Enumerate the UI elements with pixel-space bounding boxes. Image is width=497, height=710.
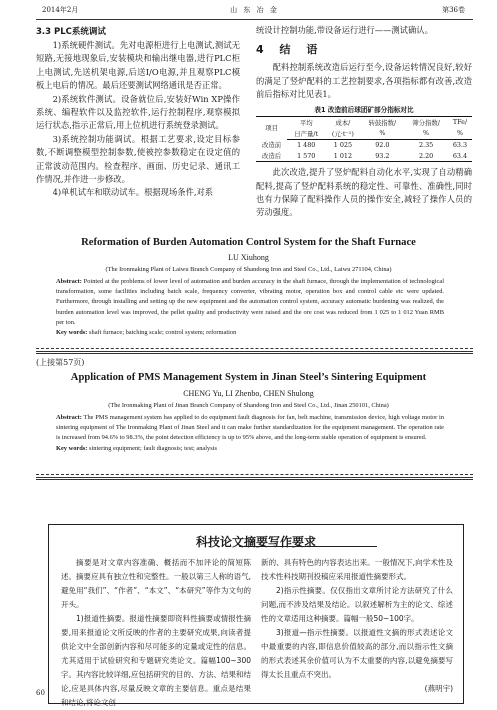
paragraph: 2)系统软件测试。设备就位后,安装好Win XP操作系统、编程软件以及监控软件,运行控制程序,观察模拟运行状态,指示正常后,用上位机进行系统登录测试。 [36, 93, 240, 131]
article-title: Reformation of Burden Automation Control System for the Shaft Furnace [81, 237, 416, 248]
divider [36, 348, 473, 349]
paragraph: 此次改造,提升了竖炉配料自动化水平,实现了自动精确配料,提高了竖炉配料系统的稳定性、可靠性、准确性,同时也有力保障了配料操作人员的操作安全,减轻了操作人员的劳动强度。 [256, 167, 472, 218]
header-date: 2014年2月 [42, 6, 79, 14]
table-header: (元·t⁻¹) [325, 128, 360, 140]
right-column [256, 23, 472, 220]
paragraph: 1)系统硬件测试。先对电源柜进行上电测试,测试无短路,无接地现象后,安装模块和输出继电器,进行PLC柜上电测试,先送机架电源,后送I/O电源,并且观察PLC模板上电后的情况。最后还要测试网络通讯是否正常。 [36, 40, 240, 91]
comparison-table [256, 116, 472, 163]
notice-title: 科技论文摘要写作要求 [195, 535, 316, 549]
table-cell: 1 570 [287, 150, 325, 162]
table-cell: 1 025 [333, 140, 353, 149]
editor-signature: (燕明宇) [424, 684, 453, 693]
paragraph: 4)单机试车和联动试车。根据现场条件,对系 [52, 187, 214, 198]
running-header [36, 4, 473, 20]
page-number: 60 [36, 689, 45, 697]
header-journal: 山 东 冶 金 [230, 6, 279, 14]
left-column [36, 23, 240, 200]
paragraph: 3)系统控制功能调试。根据工艺要求,设定目标参数,不断调整模型控制参数,使被控参数稳定在设定值的正常波动范围内。检查程序、画面、历史记录、通讯工作情况,并作进一步修改。 [36, 133, 240, 185]
abstract-label: Abstract: [56, 278, 82, 285]
notice-box [48, 524, 464, 707]
article-author: CHENG Yu, LI Zhenbo, CHEN Shulong [183, 389, 314, 398]
abstract-text: Pointed at the problems of lower level of automation and burden accuracy in the shaft furnace, through the implementation of technological transformation, some facilities including batch scale, frequency converter, vibrating motor, operation box and control cable etc were updated. Furthermore, through installing and setting up the new equipment and the automation control system, accuracy automatic burdening was realized, the burden automation level was improved, the pellet quality and productivity were raised and the ore cost was reduced from 1 025 to 1 012 Yuan RMB per ton. [56, 278, 444, 326]
table-caption: 表1 改造前后球团矿部分指标对比 [314, 105, 414, 114]
article-abstract [56, 413, 444, 454]
table-cell: 2.35 [418, 140, 434, 149]
paragraph: 摘要是对文章内容准确、概括而不加评论的简短陈述。摘要应具有独立性和完整性。一般以第三人称的语气,避免用“我们”、“作者”、“本文”、“本研究”等作为文句的开头。 [61, 558, 251, 609]
table-header: % [360, 128, 404, 140]
table-cell: 2.20 [404, 150, 448, 162]
section-heading: 4 结 语 [256, 43, 324, 57]
table-row [256, 139, 472, 150]
table-cell: 92.0 [375, 140, 390, 149]
header-volume: 第36卷 [442, 6, 465, 14]
table-cell: 93.2 [360, 150, 404, 162]
divider [36, 477, 473, 480]
title-underline [239, 546, 377, 548]
article-title: Application of PMS Management System in Jinan Steel’s Sintering Equipment [70, 372, 427, 383]
table-cell: 63.4 [448, 150, 472, 162]
table-cell: 63.3 [452, 140, 468, 149]
keywords-label: Key words: [56, 329, 88, 337]
divider [36, 351, 473, 354]
table-header: 项目 [256, 116, 287, 139]
table-header: 平均 [287, 116, 325, 128]
divider [36, 474, 473, 475]
table-cell: 1 480 [297, 140, 316, 149]
paragraph: 统设计控制功能,带设备运行进行——测试确认。 [256, 25, 433, 35]
table-header: % [404, 128, 448, 140]
keywords-text: shaft furnace; batching scale; control system; reformation [87, 329, 237, 337]
paragraph: 3)报道—指示性摘要。以报道性文摘的形式表述论文中最重要的内容,即信息价值较高的部分,而以指示性文摘的形式表述其余价值可认为不太重要的内容,以避免摘要写得太长且重点不突出。 [261, 628, 453, 679]
table-header: % [448, 128, 472, 140]
paragraph: 新的、具有特色的内容表达出来。一般情况下,向学术性及技术性科技期刊投稿应采用报道性摘要形式。 [261, 558, 453, 581]
notice-left-column [61, 556, 251, 710]
continued-note: (上接第57页) [36, 358, 85, 367]
keywords-text: sintering equipment; fault diagnosis; test; analysis [87, 444, 217, 452]
paragraph: 配料控制系统改造后运行至今,设备运转情况良好,较好的满足了竖炉配料的工艺控制要求,各项指标都有改善,改造前后指标对比见表1。 [256, 62, 472, 100]
table-header: TFe/ [448, 116, 472, 128]
abstract-text: The PMS management system has applied to do equipment fault diagnosis for fan, belt machine, transmission device, high voltage motor in sintering equipment of The Ironmaking Plant of Jinan Steel and it can make further standardization for the equipment management. The operation rate is increased from 94.6% to 98.3%, the point detection efficiency is up to 95% above, and the long-term stable operation of equipment is ensured. [56, 414, 444, 442]
article-affiliation: (The Ironmaking Plant of Laiwu Branch Company of Shandong Iron and Steel Co., Ltd., Laiwu 271104, China) [105, 266, 392, 273]
table-header: 转鼓指数/ [360, 116, 404, 128]
abstract-label: Abstract: [56, 414, 82, 421]
keywords-label: Key words: [56, 444, 88, 452]
article-abstract [56, 277, 444, 338]
paragraph: 1)报道性摘要。报道性摘要即资料性摘要或情报性摘要,用来报道论文所反映的作者的主要研究成果,向读者提供论文中全部创新内容和尽可能多的定量或定性的信息。尤其适用于试验研究和专题研究类论文。篇幅100~300字。其内容比较详细,应包括研究的目的、方法、结果和结论,应是具体内容,尽量反映文章的主要信息。重点是结果和结论,将论文创 [61, 614, 251, 707]
table-cell: 1 012 [325, 150, 360, 162]
paragraph: 2)指示性摘要。仅仅指出文章所讨论方法研究了什么问题,而不涉及结果及结论。以叙述解析为主的论文、综述性的文章适用这种摘要。篇幅一般50~100字。 [261, 586, 453, 623]
notice-right-column [261, 556, 453, 696]
article-author: LU Xiuhong [228, 253, 269, 262]
section-heading: 3.3 PLC系统调试 [36, 27, 106, 37]
table-cell: 改造前 [261, 141, 282, 150]
table-cell: 改造后 [256, 150, 287, 162]
table-header: 成本/ [325, 116, 360, 128]
article-affiliation: (The Ironmaking Plant of Jinan Branch Company of Shandong Iron and Steel Co., Ltd., Jinan 250101, China) [108, 402, 389, 409]
table-header: 筛分指数/ [404, 116, 448, 128]
table-header: 日产量/t [287, 128, 325, 140]
table-row [256, 150, 472, 162]
